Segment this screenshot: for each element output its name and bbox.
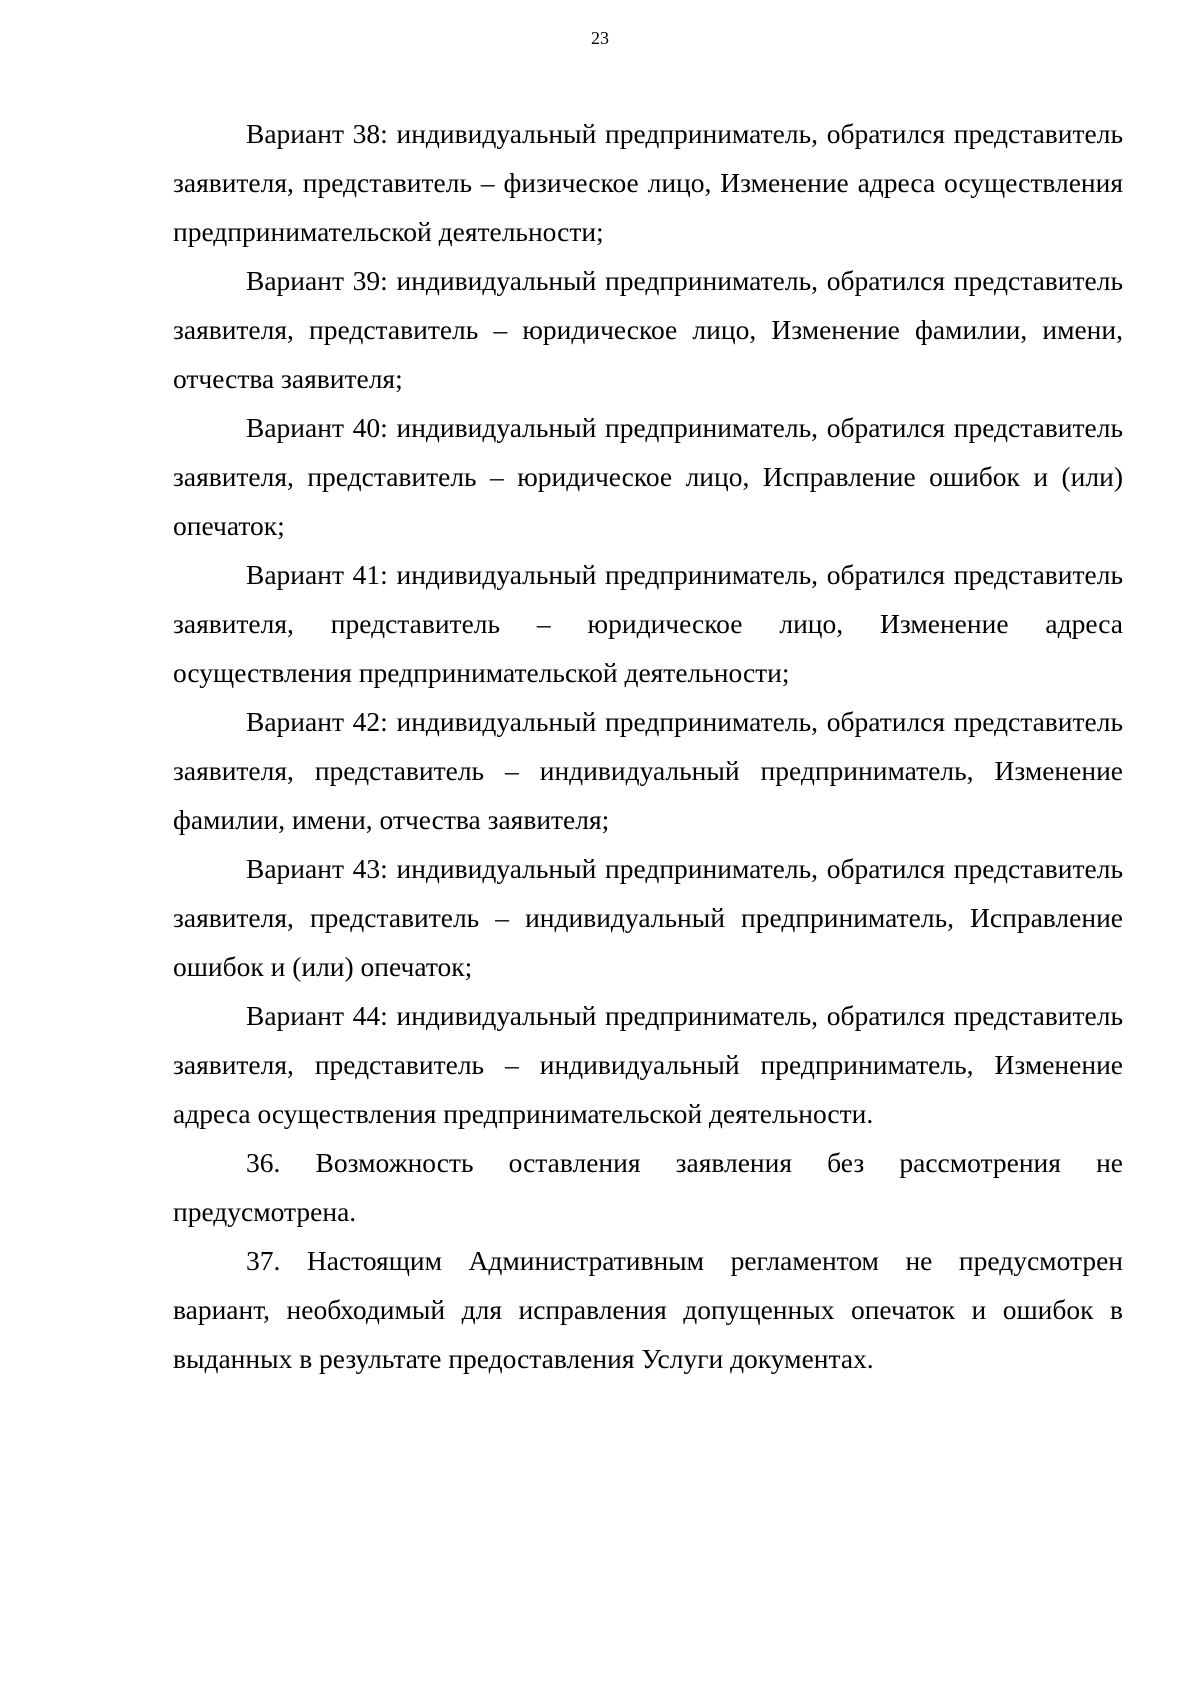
paragraph-clause-37: 37. Настоящим Административным регламентом не предусмотрен вариант, необходимый для исправления допущенных опечаток и ошибок в выданных в результате предоставления Услуги документах. <box>173 1245 1123 1374</box>
page-number: 23 <box>591 28 609 48</box>
paragraph-variant-40: Вариант 40: индивидуальный предприниматель, обратился представитель заявителя, представитель – юридическое лицо, Исправление ошибок и (или) опечаток; <box>173 412 1123 541</box>
paragraph-variant-39: Вариант 39: индивидуальный предприниматель, обратился представитель заявителя, представитель – юридическое лицо, Изменение фамилии, имени, отчества заявителя; <box>173 265 1123 394</box>
paragraph-variant-41: Вариант 41: индивидуальный предприниматель, обратился представитель заявителя, представитель – юридическое лицо, Изменение адреса осуществления предпринимательской деятельности; <box>173 559 1123 688</box>
paragraph-variant-42: Вариант 42: индивидуальный предприниматель, обратился представитель заявителя, представитель – индивидуальный предприниматель, Изменение фамилии, имени, отчества заявителя; <box>173 706 1123 835</box>
document-body <box>173 109 1123 1383</box>
paragraph-clause-36: 36. Возможность оставления заявления без рассмотрения не предусмотрена. <box>173 1147 1123 1227</box>
paragraph-variant-44: Вариант 44: индивидуальный предприниматель, обратился представитель заявителя, представитель – индивидуальный предприниматель, Изменение адреса осуществления предпринимательской деятельности. <box>173 1000 1123 1129</box>
paragraph-variant-43: Вариант 43: индивидуальный предприниматель, обратился представитель заявителя, представитель – индивидуальный предприниматель, Исправление ошибок и (или) опечаток; <box>173 853 1123 982</box>
paragraph-variant-38: Вариант 38: индивидуальный предприниматель, обратился представитель заявителя, представитель – физическое лицо, Изменение адреса осуществления предпринимательской деятельности; <box>173 118 1123 247</box>
